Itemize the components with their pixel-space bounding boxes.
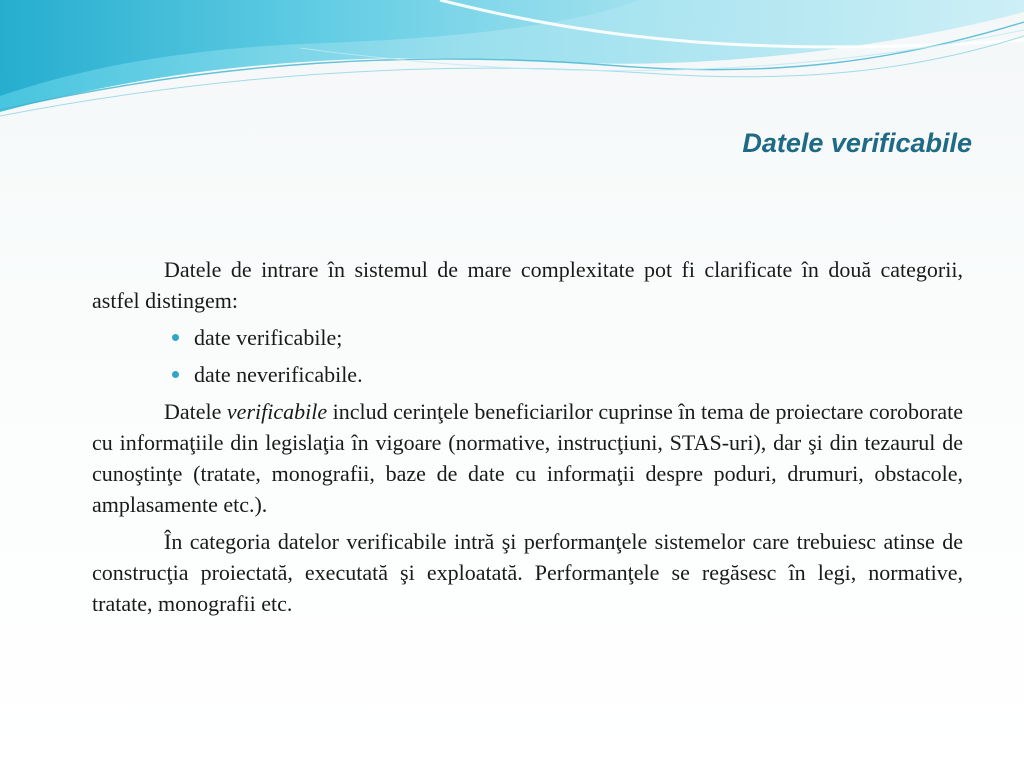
list-item-text: date neverificabile. [194,362,363,387]
paragraph-text-after: includ cerinţele beneficiarilor cuprinse în tema de proiectare coroborate cu informaţiile din legislaţia în vigoare (normative, instrucţiuni, STAS-uri), dar şi din tezaurul de cunoştinţe (tratate, monografii, baze de date cu informaţii despre poduri, drumuri, obstacole, amplasamente etc.). [92,399,964,517]
bullet-dot-icon [172,334,179,341]
bullet-dot-icon [172,371,179,378]
list-item-text: date verificabile; [194,325,343,350]
slide-title: Datele verificabile [742,128,972,158]
list-item [172,322,963,353]
emphasized-word: verificabile [226,399,328,424]
verifiable-data-paragraph [92,396,963,520]
header-wave-decoration [0,0,1024,130]
list-item [172,359,963,390]
intro-paragraph: Datele de intrare în sistemul de mare complexitate pot fi clarificate în două categorii, astfel distingem: [92,257,963,313]
slide-body [92,254,963,625]
performance-paragraph: În categoria datelor verificabile intră şi performanţele sistemelor care trebuiesc atinse de construcţia proiectată, executată şi exploatată. Performanţele se regăsesc în legi, normative, tratate, monografii etc. [92,529,963,616]
paragraph-text-before: Datele [164,399,227,424]
categories-list [92,322,963,390]
